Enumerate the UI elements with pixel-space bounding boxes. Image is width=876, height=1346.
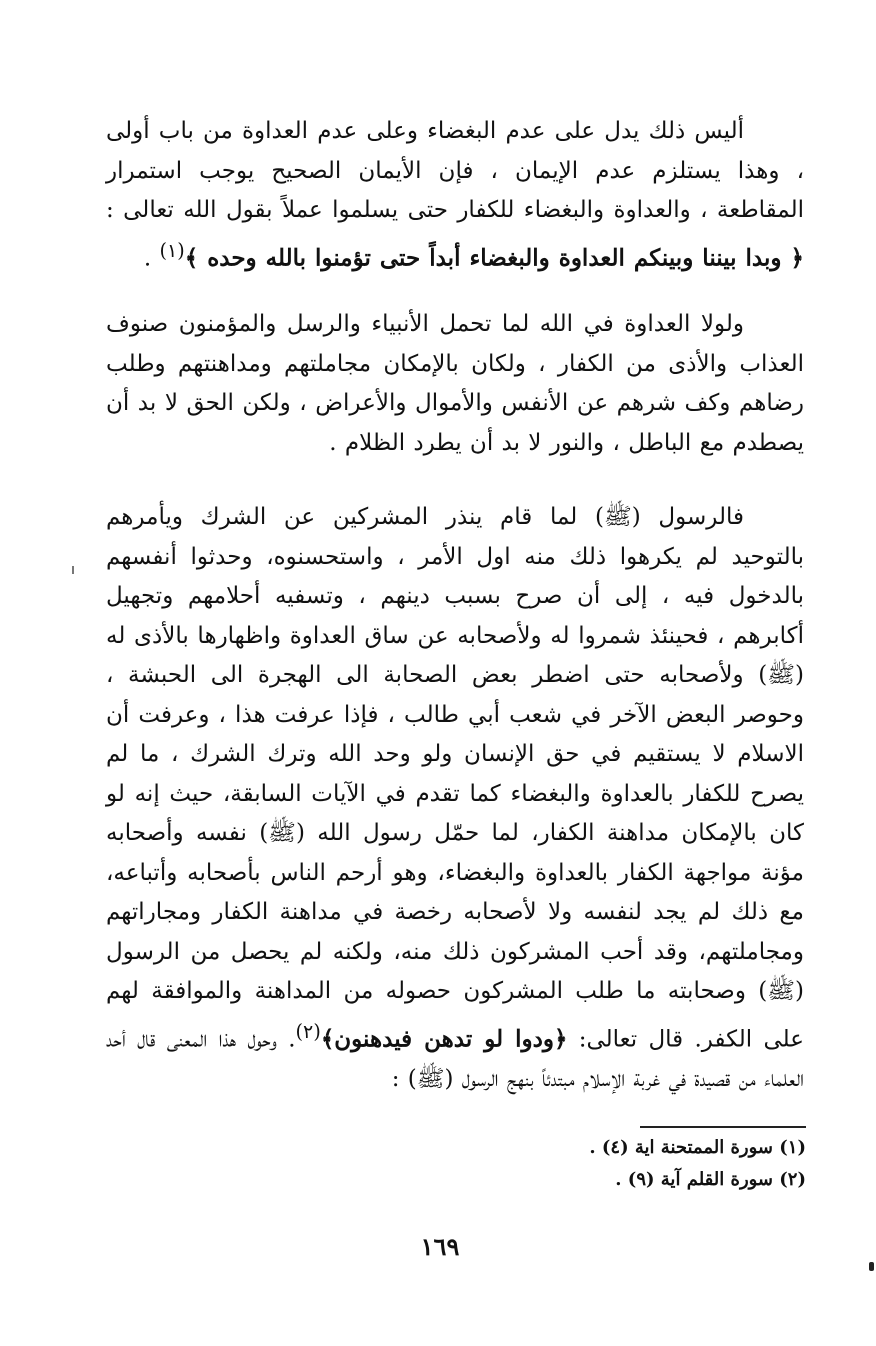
paragraph-3-end: . وحول هذا المعنى قال أحد العلماء من قصيدة في غربة الإسلام مبتدئاً بنهج الرسول (ﷺ) :	[106, 1026, 804, 1092]
footnote-divider	[640, 1126, 806, 1128]
footnote-ref-1: (١)	[159, 238, 185, 262]
scan-edge-mark	[869, 1262, 874, 1271]
footnote-2: (٢) سورة القلم آية (٩) .	[615, 1169, 806, 1190]
paragraph-1-text: أليس ذلك يدل على عدم البغضاء وعلى عدم العداوة من باب أولى ، وهذا يستلزم عدم الإيمان ، فإن الأيمان الصحيح يوجب استمرار المقاطعة ، والعداوة والبغضاء للكفار حتى يسلموا عملاً بقول الله تعالى :	[106, 118, 804, 223]
quran-quote-1: ﴿ وبدا بيننا وبينكم العداوة والبغضاء أبداً حتى تؤمنوا بالله وحده ﴾	[184, 244, 804, 272]
paragraph-3	[106, 498, 804, 1099]
paragraph-2	[106, 305, 804, 463]
paragraph-3-text: فالرسول (ﷺ) لما قام ينذر المشركين عن الشرك ويأمرهم بالتوحيد لم يكرهوا ذلك منه اول الأمر ، واستحسنوه، وحدثوا أنفسهم بالدخول فيه ، إلى أن صرح بسبب دينهم ، وتسفيه أحلامهم وتجهيل أكابرهم ، فحينئذ شمروا له ولأصحابه عن ساق العداوة واظهارها بالأذى له (ﷺ) ولأصحابه حتى اضطر بعض الصحابة الى الهجرة الى الحبشة ، وحوصر البعض الآخر في شعب أبي طالب ، فإذا عرفت هذا ، وعرفت أن الاسلام لا يستقيم في حق الإنسان ولو وحد الله وترك الشرك ، ما لم يصرح للكفار بالعداوة والبغضاء كما تقدم في الآيات السابقة، حيث إنه لو كان بالإمكان مداهنة الكفار، لما حمّل رسول الله (ﷺ) نفسه وأصحابه مؤنة مواجهة الكفار بالعداوة والبغضاء، وهو أرحم الناس بأصحابه وأتباعه، مع ذلك لم يجد لنفسه ولا لأصحابه رخصة في مداهنة الكفار ومجاراتهم ومجاملتهم، وقد أحب المشركون ذلك منه، ولكنه لم يحصل من الرسول (ﷺ) وصحابته ما طلب المشركون حصوله من المداهنة والموافقة لهم على الكفر. قال تعالى:	[106, 504, 804, 1053]
footnote-1: (١) سورة الممتحنة اية (٤) .	[589, 1137, 806, 1158]
page-number: ١٦٩	[420, 1232, 460, 1261]
footnotes	[420, 1132, 806, 1196]
paragraph-1-end: .	[143, 245, 160, 272]
scan-fleck	[72, 566, 74, 574]
paragraph-2-text: ولولا العداوة في الله لما تحمل الأنبياء والرسل والمؤمنون صنوف العذاب والأذى من الكفار ، ولكان بالإمكان مجاملتهم ومداهنتهم وطلب رضاهم وكف شرهم عن الأنفس والأموال والأعراض ، ولكن الحق لا بد أن يصطدم مع الباطل ، والنور لا بد أن يطرد الظلام .	[106, 311, 804, 456]
footnote-ref-2: (٢)	[295, 1019, 321, 1043]
paragraph-1	[106, 112, 804, 279]
quran-quote-2: ﴿ودوا لو تدهن فيدهنون﴾	[320, 1025, 568, 1053]
